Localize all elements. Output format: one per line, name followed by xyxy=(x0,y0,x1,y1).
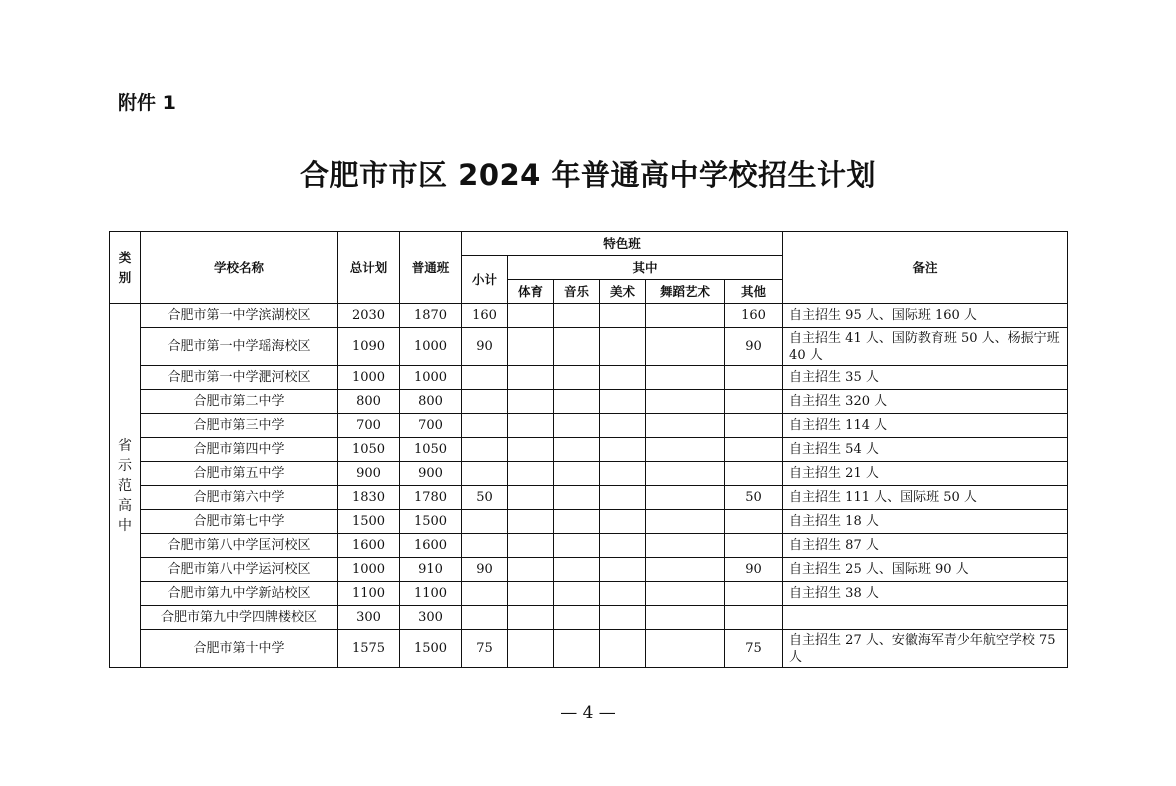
cell-remarks: 自主招生 320 人 xyxy=(783,390,1068,414)
cell-other xyxy=(725,534,783,558)
cell-dance xyxy=(646,510,725,534)
header-regular: 普通班 xyxy=(400,232,462,304)
cell-school: 合肥市第四中学 xyxy=(141,438,338,462)
table-row xyxy=(110,328,1068,366)
category-cell xyxy=(110,304,141,668)
header-category: 类别 xyxy=(110,232,141,304)
cell-sports xyxy=(508,414,554,438)
cell-subtotal: 75 xyxy=(462,630,508,668)
cell-sports xyxy=(508,558,554,582)
cell-music xyxy=(554,438,600,462)
table-row xyxy=(110,510,1068,534)
cell-art xyxy=(600,304,646,328)
header-total: 总计划 xyxy=(338,232,400,304)
cell-school: 合肥市第十中学 xyxy=(141,630,338,668)
cell-other xyxy=(725,438,783,462)
cell-other: 160 xyxy=(725,304,783,328)
cell-dance xyxy=(646,606,725,630)
header-among: 其中 xyxy=(508,256,783,280)
cell-dance xyxy=(646,558,725,582)
cell-dance xyxy=(646,390,725,414)
cell-subtotal xyxy=(462,582,508,606)
header-subtotal: 小计 xyxy=(462,256,508,304)
cell-sports xyxy=(508,510,554,534)
cell-remarks: 自主招生 111 人、国际班 50 人 xyxy=(783,486,1068,510)
cell-dance xyxy=(646,486,725,510)
table-row xyxy=(110,582,1068,606)
cell-regular: 800 xyxy=(400,390,462,414)
cell-school: 合肥市第九中学新站校区 xyxy=(141,582,338,606)
cell-music xyxy=(554,630,600,668)
cell-total: 300 xyxy=(338,606,400,630)
header-dance: 舞蹈艺术 xyxy=(646,280,725,304)
table-row xyxy=(110,462,1068,486)
cell-total: 1830 xyxy=(338,486,400,510)
cell-sports xyxy=(508,582,554,606)
cell-total: 1100 xyxy=(338,582,400,606)
cell-regular: 1050 xyxy=(400,438,462,462)
cell-art xyxy=(600,630,646,668)
cell-music xyxy=(554,328,600,366)
cell-art xyxy=(600,510,646,534)
cell-dance xyxy=(646,366,725,390)
document-title: 合肥市市区 2024 年普通高中学校招生计划 xyxy=(300,158,876,192)
header-school: 学校名称 xyxy=(141,232,338,304)
cell-subtotal xyxy=(462,606,508,630)
cell-total: 1575 xyxy=(338,630,400,668)
cell-other: 50 xyxy=(725,486,783,510)
cell-remarks: 自主招生 25 人、国际班 90 人 xyxy=(783,558,1068,582)
cell-subtotal xyxy=(462,462,508,486)
cell-dance xyxy=(646,582,725,606)
header-other: 其他 xyxy=(725,280,783,304)
cell-dance xyxy=(646,414,725,438)
cell-regular: 1500 xyxy=(400,630,462,668)
cell-other xyxy=(725,390,783,414)
cell-music xyxy=(554,390,600,414)
cell-art xyxy=(600,462,646,486)
cell-music xyxy=(554,534,600,558)
enrollment-plan-table xyxy=(109,231,1068,668)
cell-school: 合肥市第一中学淝河校区 xyxy=(141,366,338,390)
cell-dance xyxy=(646,534,725,558)
cell-art xyxy=(600,558,646,582)
cell-art xyxy=(600,606,646,630)
cell-subtotal xyxy=(462,534,508,558)
cell-subtotal: 160 xyxy=(462,304,508,328)
cell-total: 1500 xyxy=(338,510,400,534)
table-row xyxy=(110,630,1068,668)
cell-music xyxy=(554,462,600,486)
cell-subtotal xyxy=(462,510,508,534)
cell-other: 75 xyxy=(725,630,783,668)
cell-total: 1600 xyxy=(338,534,400,558)
cell-sports xyxy=(508,534,554,558)
cell-school: 合肥市第九中学四牌楼校区 xyxy=(141,606,338,630)
cell-music xyxy=(554,486,600,510)
cell-total: 1050 xyxy=(338,438,400,462)
cell-remarks: 自主招生 114 人 xyxy=(783,414,1068,438)
cell-regular: 1780 xyxy=(400,486,462,510)
cell-music xyxy=(554,510,600,534)
cell-other xyxy=(725,366,783,390)
cell-regular: 1000 xyxy=(400,366,462,390)
header-remarks: 备注 xyxy=(783,232,1068,304)
cell-other xyxy=(725,462,783,486)
cell-school: 合肥市第八中学运河校区 xyxy=(141,558,338,582)
header-special: 特色班 xyxy=(462,232,783,256)
cell-regular: 1600 xyxy=(400,534,462,558)
cell-subtotal: 90 xyxy=(462,328,508,366)
cell-sports xyxy=(508,328,554,366)
cell-regular: 700 xyxy=(400,414,462,438)
cell-subtotal: 90 xyxy=(462,558,508,582)
cell-total: 1090 xyxy=(338,328,400,366)
cell-other xyxy=(725,606,783,630)
cell-sports xyxy=(508,366,554,390)
cell-art xyxy=(600,438,646,462)
cell-school: 合肥市第七中学 xyxy=(141,510,338,534)
cell-school: 合肥市第八中学匡河校区 xyxy=(141,534,338,558)
cell-dance xyxy=(646,304,725,328)
cell-sports xyxy=(508,390,554,414)
cell-remarks: 自主招生 95 人、国际班 160 人 xyxy=(783,304,1068,328)
cell-other: 90 xyxy=(725,328,783,366)
cell-art xyxy=(600,582,646,606)
table-body xyxy=(110,304,1068,668)
cell-music xyxy=(554,414,600,438)
cell-school: 合肥市第六中学 xyxy=(141,486,338,510)
cell-sports xyxy=(508,438,554,462)
cell-total: 1000 xyxy=(338,366,400,390)
table-header xyxy=(110,232,1068,304)
table-row xyxy=(110,486,1068,510)
cell-music xyxy=(554,606,600,630)
cell-regular: 900 xyxy=(400,462,462,486)
attachment-label: 附件 1 xyxy=(118,92,176,114)
cell-school: 合肥市第一中学瑶海校区 xyxy=(141,328,338,366)
cell-art xyxy=(600,486,646,510)
cell-remarks: 自主招生 21 人 xyxy=(783,462,1068,486)
cell-subtotal xyxy=(462,390,508,414)
cell-regular: 1100 xyxy=(400,582,462,606)
cell-total: 800 xyxy=(338,390,400,414)
cell-regular: 910 xyxy=(400,558,462,582)
cell-remarks: 自主招生 41 人、国防教育班 50 人、杨振宁班 40 人 xyxy=(783,328,1068,366)
cell-art xyxy=(600,414,646,438)
cell-sports xyxy=(508,606,554,630)
cell-other xyxy=(725,582,783,606)
table-row xyxy=(110,366,1068,390)
cell-remarks: 自主招生 54 人 xyxy=(783,438,1068,462)
cell-music xyxy=(554,304,600,328)
table-row xyxy=(110,390,1068,414)
cell-music xyxy=(554,582,600,606)
cell-dance xyxy=(646,438,725,462)
cell-total: 1000 xyxy=(338,558,400,582)
cell-regular: 1870 xyxy=(400,304,462,328)
cell-school: 合肥市第一中学滨湖校区 xyxy=(141,304,338,328)
cell-dance xyxy=(646,462,725,486)
cell-music xyxy=(554,558,600,582)
cell-dance xyxy=(646,328,725,366)
cell-remarks: 自主招生 27 人、安徽海军青少年航空学校 75 人 xyxy=(783,630,1068,668)
cell-music xyxy=(554,366,600,390)
cell-subtotal xyxy=(462,414,508,438)
cell-regular: 1500 xyxy=(400,510,462,534)
cell-subtotal: 50 xyxy=(462,486,508,510)
table-row xyxy=(110,304,1068,328)
cell-art xyxy=(600,534,646,558)
header-music: 音乐 xyxy=(554,280,600,304)
cell-remarks: 自主招生 38 人 xyxy=(783,582,1068,606)
cell-sports xyxy=(508,486,554,510)
cell-total: 700 xyxy=(338,414,400,438)
cell-other xyxy=(725,510,783,534)
table-row xyxy=(110,414,1068,438)
cell-sports xyxy=(508,304,554,328)
cell-other: 90 xyxy=(725,558,783,582)
category-label: 省示范高中 xyxy=(118,437,132,534)
cell-subtotal xyxy=(462,366,508,390)
cell-sports xyxy=(508,630,554,668)
table-row xyxy=(110,438,1068,462)
cell-dance xyxy=(646,630,725,668)
cell-art xyxy=(600,390,646,414)
cell-total: 2030 xyxy=(338,304,400,328)
cell-remarks: 自主招生 18 人 xyxy=(783,510,1068,534)
cell-school: 合肥市第三中学 xyxy=(141,414,338,438)
cell-regular: 300 xyxy=(400,606,462,630)
header-art: 美术 xyxy=(600,280,646,304)
cell-remarks xyxy=(783,606,1068,630)
cell-total: 900 xyxy=(338,462,400,486)
table-row xyxy=(110,558,1068,582)
cell-other xyxy=(725,414,783,438)
cell-sports xyxy=(508,462,554,486)
page-number: — 4 — xyxy=(560,703,616,723)
cell-regular: 1000 xyxy=(400,328,462,366)
cell-remarks: 自主招生 35 人 xyxy=(783,366,1068,390)
cell-remarks: 自主招生 87 人 xyxy=(783,534,1068,558)
header-sports: 体育 xyxy=(508,280,554,304)
cell-school: 合肥市第五中学 xyxy=(141,462,338,486)
cell-school: 合肥市第二中学 xyxy=(141,390,338,414)
table-row xyxy=(110,534,1068,558)
cell-art xyxy=(600,328,646,366)
cell-subtotal xyxy=(462,438,508,462)
table-row xyxy=(110,606,1068,630)
cell-art xyxy=(600,366,646,390)
